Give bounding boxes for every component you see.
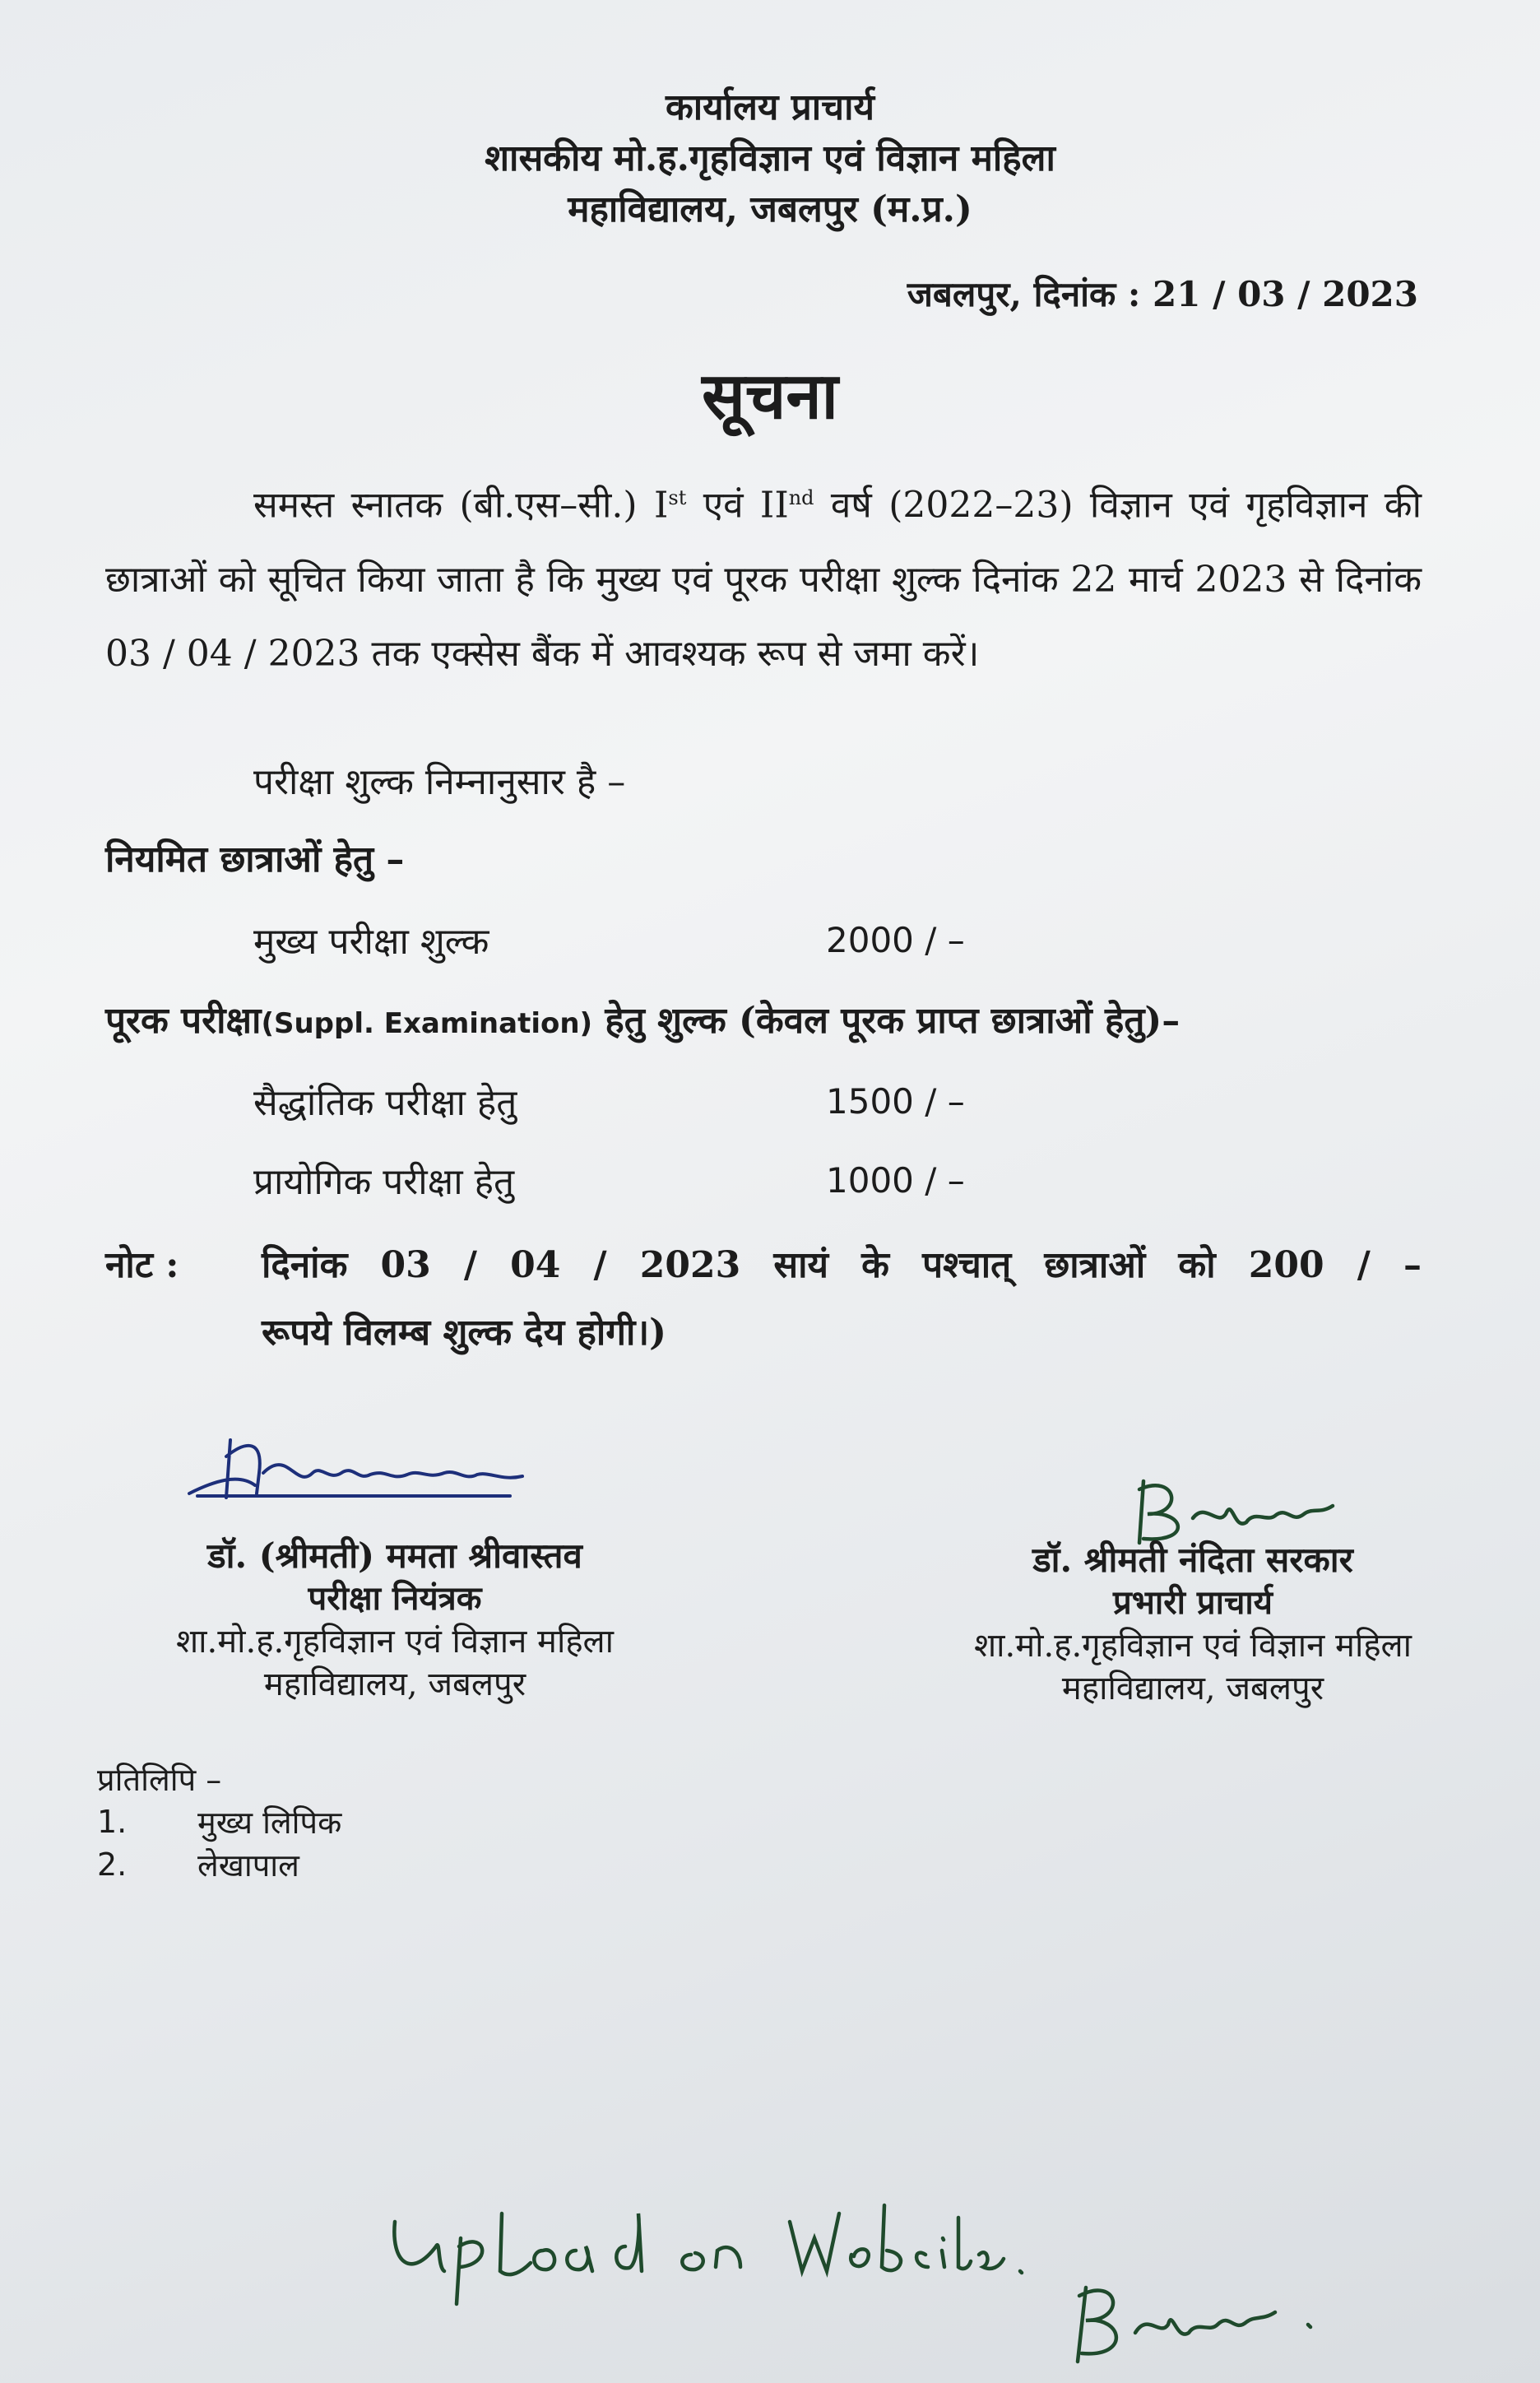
right-signatory <box>905 1539 1481 1710</box>
right-signatory-role: प्रभारी प्राचार्य <box>1113 1583 1273 1622</box>
left-signatory-role: परीक्षा नियंत्रक <box>308 1579 482 1618</box>
theory-exam-fee-label: सैद्धांतिक परीक्षा हेतु <box>253 1082 517 1124</box>
intro-paragraph <box>105 461 1422 691</box>
intro-text-1: समस्त स्नातक (बी.एस–सी.) I <box>253 484 669 527</box>
copy-to-heading: प्रतिलिपि – <box>97 1762 222 1798</box>
copy-to-item-2-num: 2. <box>97 1846 128 1883</box>
left-signatory <box>107 1535 683 1706</box>
copy-to-item-1-text: मुख्य लिपिक <box>197 1805 342 1841</box>
supplementary-heading <box>105 994 1180 1043</box>
main-exam-fee-label: मुख्य परीक्षा शुल्क <box>253 921 489 963</box>
date-line: जबलपुर, दिनांक : 21 / 03 / 2023 <box>907 274 1418 314</box>
left-signatory-org-2: महाविद्यालय, जबलपुर <box>263 1665 526 1703</box>
supp-heading-latin: (Suppl. Examination) <box>261 1007 593 1040</box>
note-label: नोट : <box>105 1244 179 1286</box>
intro-sup-2: nd <box>788 486 814 509</box>
theory-exam-fee-amount: 1500 / – <box>826 1081 965 1122</box>
notice-title: सूचना <box>702 359 838 434</box>
regular-heading: नियमित छात्राओं हेतु – <box>105 838 405 880</box>
copy-to-item-2-text: लेखापाल <box>197 1847 299 1884</box>
note-line-2: रूपये विलम्ब शुल्क देय होगी।) <box>262 1312 666 1354</box>
intro-text-2: एवं II <box>686 484 789 527</box>
practical-exam-fee-label: प्रायोगिक परीक्षा हेतु <box>253 1161 515 1203</box>
supp-heading-text: पूरक परीक्षा <box>105 1000 262 1042</box>
intro-sup-1: st <box>668 486 687 509</box>
left-signature-image <box>181 1424 535 1514</box>
handwritten-upload-note <box>378 2189 1037 2312</box>
fee-intro: परीक्षा शुल्क निम्नानुसार है – <box>253 761 626 803</box>
handwritten-initials <box>1061 2255 1333 2370</box>
note-line-1: दिनांक 03 / 04 / 2023 सायं के पश्चात् छात्राओं को 200 / – <box>262 1244 1422 1286</box>
right-signatory-name: डॉ. श्रीमती नंदिता सरकार <box>1032 1540 1353 1580</box>
left-signatory-org-1: शा.मो.ह.गृहविज्ञान एवं विज्ञान महिला <box>175 1623 615 1661</box>
office-heading: कार्यालय प्राचार्य <box>665 86 875 128</box>
right-signatory-org-1: शा.मो.ह.गृहविज्ञान एवं विज्ञान महिला <box>973 1627 1412 1665</box>
college-name-line1: शासकीय मो.ह.गृहविज्ञान एवं विज्ञान महिला <box>485 137 1055 179</box>
left-signatory-name: डॉ. (श्रीमती) ममता श्रीवास्तव <box>207 1535 582 1576</box>
intro-text-3: वर्ष (2022–23) विज्ञान एवं गृहविज्ञान की छात्राओं को सूचित किया जाता है कि मुख्य एवं पूरक परीक्षा शुल्क दिनांक 22 मार्च 2023 से दिनांक 03 / 04 / 2023 तक एक्सेस बैंक में आवश्यक रूप से जमा करें। <box>105 484 1422 675</box>
college-name-line2: महाविद्यालय, जबलपुर (म.प्र.) <box>568 188 972 230</box>
practical-exam-fee-amount: 1000 / – <box>826 1160 965 1201</box>
supp-heading-text-2: हेतु शुल्क (केवल पूरक प्राप्त छात्राओं हेतु)– <box>592 1000 1181 1042</box>
main-exam-fee-amount: 2000 / – <box>826 920 965 960</box>
copy-to-item-1-num: 1. <box>97 1804 128 1840</box>
right-signatory-org-2: महाविद्यालय, जबलपुर <box>1061 1670 1324 1707</box>
